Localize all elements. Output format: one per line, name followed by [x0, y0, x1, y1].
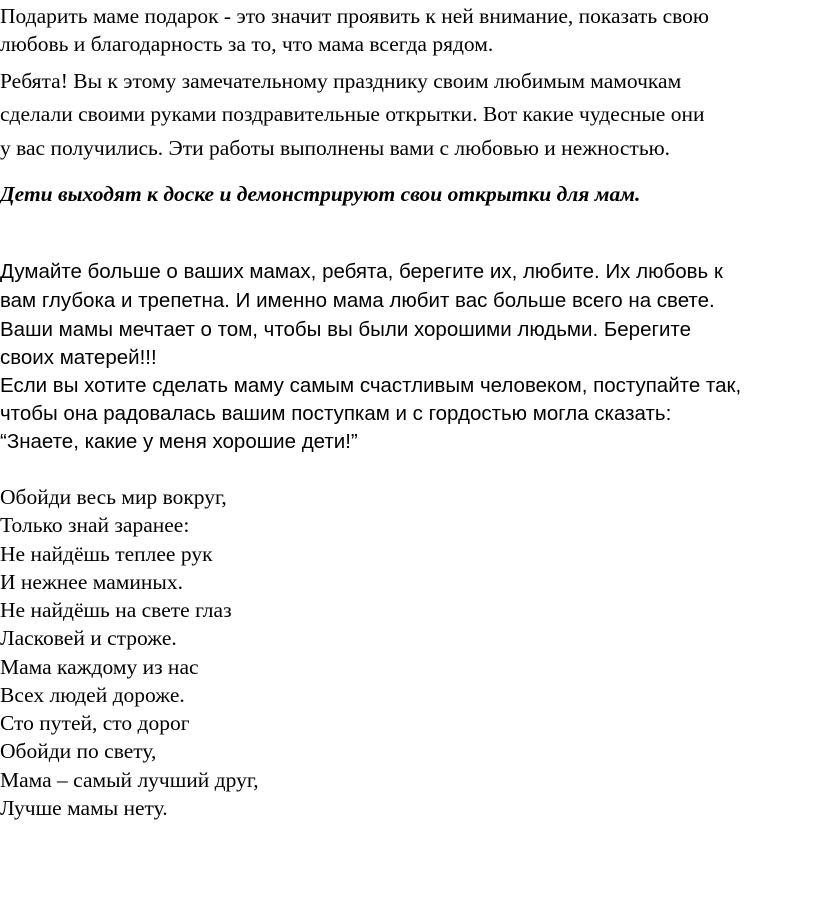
care-paragraph-line: Ваши мамы мечтает о том, чтобы вы были хорошими людьми. Берегите [0, 318, 691, 341]
poem-line: И нежнее маминых. [0, 570, 183, 594]
poem-line: Мама каждому из нас [0, 655, 199, 679]
care-paragraph-line: Думайте больше о ваших мамах, ребята, берегите их, любите. Их любовь к [0, 260, 723, 283]
cards-paragraph-line: Ребята! Вы к этому замечательному празднику своим любимым мамочкам [0, 69, 682, 93]
care-paragraph-line: “Знаете, какие у меня хорошие дети!” [0, 430, 358, 453]
intro-line: Подарить маме подарок - это значит проявить к ней внимание, показать свою [0, 4, 709, 28]
poem-line: Обойди весь мир вокруг, [0, 485, 227, 509]
poem-line: Только знай заранее: [0, 513, 190, 537]
stage-direction: Дети выходят к доске и демонстрируют свои открытки для мам. [0, 182, 641, 206]
care-paragraph-line: своих матерей!!! [0, 346, 157, 369]
poem-line: Ласковей и строже. [0, 626, 177, 650]
cards-paragraph-line: у вас получились. Эти работы выполнены вами с любовью и нежностью. [0, 136, 671, 160]
poem-line: Лучше мамы нету. [0, 796, 168, 820]
poem-line: Обойди по свету, [0, 739, 157, 763]
poem-line: Не найдёшь теплее рук [0, 542, 213, 566]
care-paragraph-line: чтобы она радовалась вашим поступкам и с гордостью могла сказать: [0, 402, 672, 425]
poem-line: Мама – самый лучший друг, [0, 768, 259, 792]
poem-line: Сто путей, сто дорог [0, 711, 190, 735]
poem-line: Всех людей дороже. [0, 683, 185, 707]
intro-line: любовь и благодарность за то, что мама всегда рядом. [0, 32, 494, 56]
care-paragraph-line: вам глубока и трепетна. И именно мама любит вас больше всего на свете. [0, 289, 715, 312]
care-paragraph-line: Если вы хотите сделать маму самым счастливым человеком, поступайте так, [0, 374, 742, 397]
poem-line: Не найдёшь на свете глаз [0, 598, 232, 622]
cards-paragraph-line: сделали своими руками поздравительные открытки. Вот какие чудесные они [0, 102, 705, 126]
